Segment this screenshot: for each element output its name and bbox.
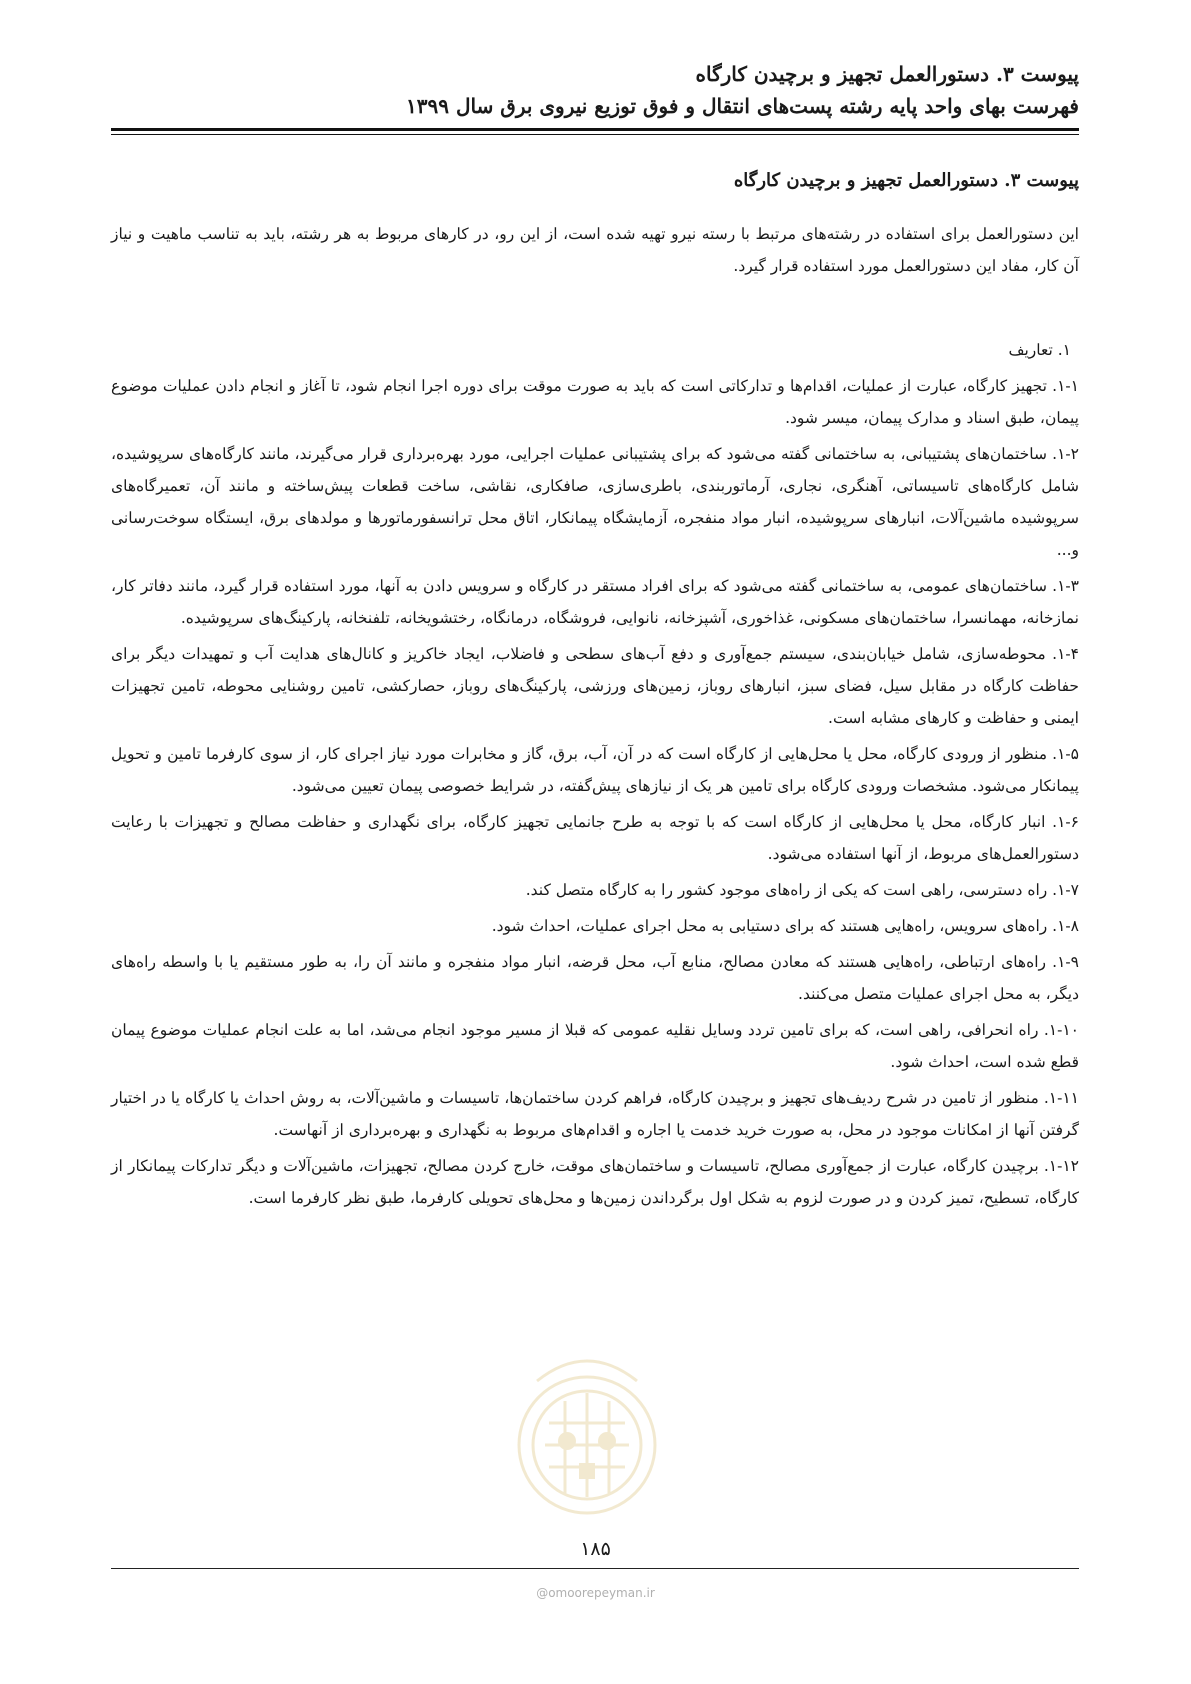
footer-site-badge xyxy=(0,1586,1191,1600)
definition-item: ۱-۸. راه‌های سرویس، راه‌هایی هستند که برای دستیابی به محل اجرای عملیات، احداث شود. xyxy=(491,917,1079,935)
page-number: ۱۸۵ xyxy=(580,1538,611,1560)
definition-item: ۱-۱۱. منظور از تامین در شرح ردیف‌های تجهیز و برچیدن کارگاه، فراهم کردن ساختمان‌ها، تاسیسات و ماشین‌آلات، به روش احداث یا کارگاه یا در اختیار گرفتن آنها از امکانات موجود در محل، به صورت خرید خدمت یا اجاره و اقدام‌های مربوط به نگهداری و بهره‌برداری از آنهاست. xyxy=(111,1089,1079,1139)
header-appendix-title: پیوست ۳. دستورالعمل تجهیز و برچیدن کارگاه xyxy=(695,62,1079,86)
intro-paragraph: این دستورالعمل برای استفاده در رشته‌های مرتبط با رسته نیرو تهیه شده است، از این رو، در کارهای مربوط به هر رشته، باید به تناسب ماهیت و نیاز آن کار، مفاد این دستورالعمل مورد استفاده قرار گیرد. xyxy=(111,225,1079,275)
definition-item: ۱-۴. محوطه‌سازی، شامل خیابان‌بندی، سیستم جمع‌آوری و دفع آب‌های سطحی و فاضلاب، ایجاد خاکریز و کانال‌های هدایت آب و تمهیدات دیگر برای حفاظت کارگاه در مقابل سیل، فضای سبز، انبارهای روباز، زمین‌های ورزشی، پارکینگ‌های روباز، حصارکشی، تامین روشنایی محوطه، تامین تجهیزات ایمنی و حفاظت و کارهای مشابه است. xyxy=(111,645,1079,727)
omoor-peyman-seal-watermark xyxy=(497,1345,677,1525)
definition-item: ۱-۵. منظور از ورودی کارگاه، محل یا محل‌هایی از کارگاه است که در آن، آب، برق، گاز و مخابرات مورد نیاز اجرای کار، از سوی کارفرما تامین و تحویل پیمانکار می‌شود. مشخصات ورودی کارگاه برای تامین هر یک از نیازهای پیش‌گفته، در شرایط خصوصی پیمان تعیین می‌شود. xyxy=(111,745,1079,795)
definition-item: ۱-۱۲. برچیدن کارگاه، عبارت از جمع‌آوری مصالح، تاسیسات و ساختمان‌های موقت، خارج کردن مصالح، تجهیزات، ماشین‌آلات و دیگر تدارکات پیمانکار از کارگاه، تسطیح، تمیز کردن و در صورت لزوم به شکل اول برگرداندن زمین‌ها و محل‌های تحویلی کارفرما، طبق نظر کارفرما است. xyxy=(111,1157,1079,1207)
definition-item: ۱-۳. ساختمان‌های عمومی، به ساختمانی گفته می‌شود که برای افراد مستقر در کارگاه و سرویس دادن به آنها، مورد استفاده قرار گیرد، مانند دفاتر کار، نمازخانه، مهمانسرا، ساختمان‌های مسکونی، غذاخوری، آشپزخانه، نانوایی، فروشگاه، درمانگاه، رختشویخانه، تلفنخانه، پارکینگ‌های سرپوشیده. xyxy=(111,577,1079,627)
header-rule-thick xyxy=(111,128,1079,131)
page-content xyxy=(111,166,1079,1218)
definition-item: ۱-۱. تجهیز کارگاه، عبارت از عملیات، اقدام‌ها و تدارکاتی است که باید به صورت موقت برای دوره اجرا انجام شود، تا آغاز و انجام دادن عملیات موضوع پیمان، طبق اسناد و مدارک پیمان، میسر شود. xyxy=(111,377,1079,427)
header-rule-thin xyxy=(111,134,1079,135)
definition-item: ۱-۶. انبار کارگاه، محل یا محل‌هایی از کارگاه است که با توجه به طرح جانمایی تجهیز کارگاه، برای نگهداری و حفاظت مصالح و تجهیزات با رعایت دستورالعمل‌های مربوط، از آنها استفاده می‌شود. xyxy=(111,813,1079,863)
definition-item: ۱-۱۰. راه انحرافی، راهی است، که برای تامین تردد وسایل نقلیه عمومی که قبلا از مسیر موجود انجام می‌شد، اما به علت انجام عملیات موضوع پیمان قطع شده است، احداث شود. xyxy=(111,1021,1079,1071)
at-icon: @ xyxy=(536,1586,549,1600)
definition-item: ۱-۲. ساختمان‌های پشتیبانی، به ساختمانی گفته می‌شود که برای پشتیبانی عملیات اجرایی، مورد بهره‌برداری قرار می‌گیرند، مانند کارگاه‌های سرپوشیده، شامل کارگاه‌های تاسیساتی، آهنگری، نجاری، آرماتوربندی، باطری‌سازی، صافکاری، نقاشی، ساخت قطعات پیش‌ساخته و مانند آن، تعمیرگاه‌های سرپوشیده ماشین‌آلات، انبارهای سرپوشیده، انبار مواد منفجره، آزمایشگاه پیمانکار، اتاق محل ترانسفورماتورها و مولدهای برق، ایستگاه سوخت‌رسانی و... xyxy=(111,445,1079,559)
page-header xyxy=(111,58,1079,122)
definitions-heading: ۱. تعاریف xyxy=(1008,341,1071,359)
footer-rule xyxy=(111,1568,1079,1569)
section-title: پیوست ۳. دستورالعمل تجهیز و برچیدن کارگاه xyxy=(733,170,1079,191)
definition-item: ۱-۹. راه‌های ارتباطی، راه‌هایی هستند که معادن مصالح، منابع آب، محل قرضه، انبار مواد منفجره و مانند آن را، به طور مستقیم یا با واسطه راه‌های دیگر، به محل اجرای عملیات متصل می‌کنند. xyxy=(111,953,1079,1003)
footer-site-url: omoorepeyman.ir xyxy=(548,1586,655,1600)
definition-item: ۱-۷. راه دسترسی، راهی است که یکی از راه‌های موجود کشور را به کارگاه متصل کند. xyxy=(525,881,1079,899)
header-document-title: فهرست بهای واحد پایه رشته پست‌های انتقال و فوق توزیع نیروی برق سال ۱۳۹۹ xyxy=(406,94,1079,118)
